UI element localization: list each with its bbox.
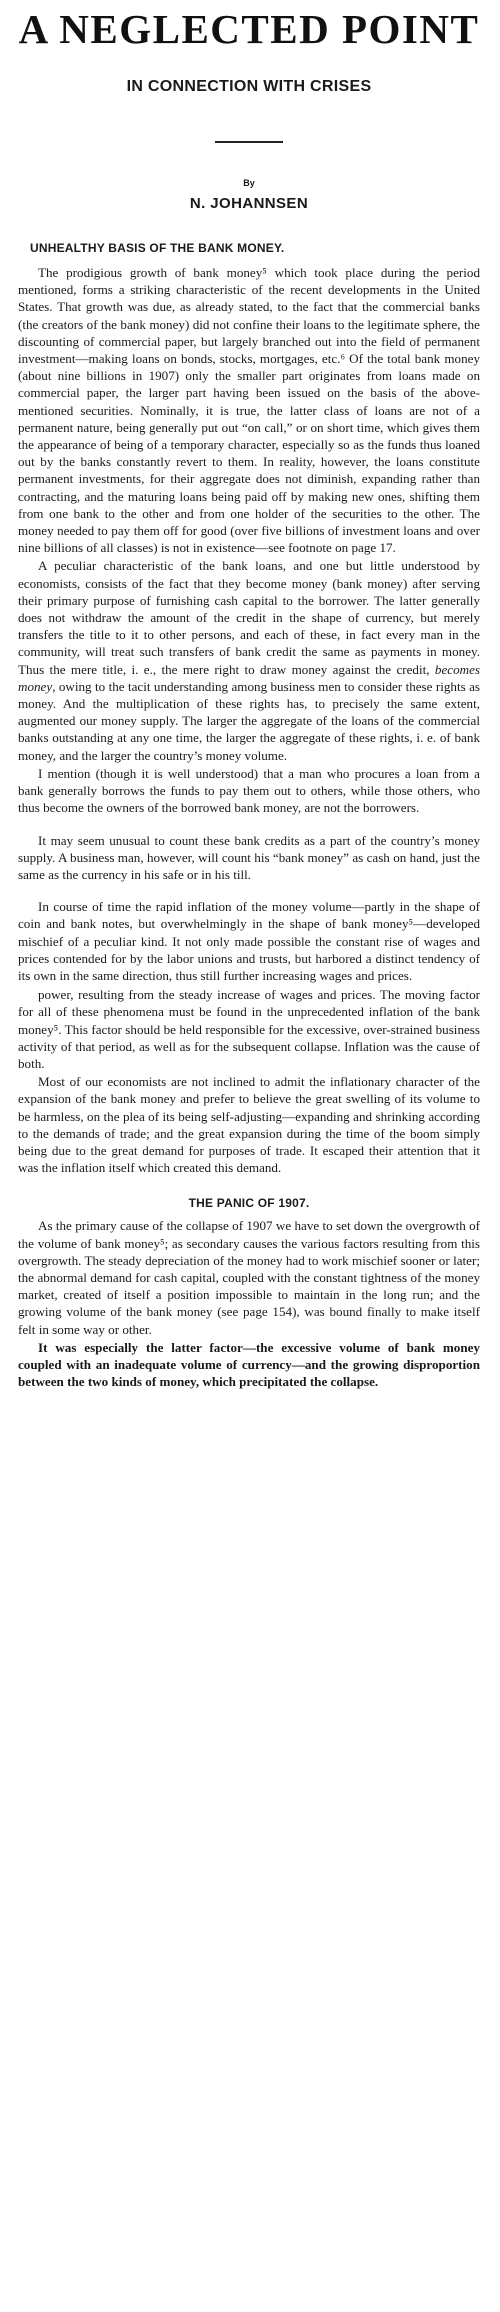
- section-heading-bank-money: UNHEALTHY BASIS OF THE BANK MONEY.: [30, 241, 285, 255]
- paragraph: Most of our economists are not inclined to admit the inflationary character of the expansion of the bank money and prefer to believe the great swelling of its volume to be harmless, on the plea of its being self-adjusting—expanding and shrinking according to the demands of trade; and the great expansion during the time of the boom simply being due to the great demand for purposes of trade. It escaped their attention that it was the inflation itself which created this demand.: [18, 1074, 480, 1176]
- paragraph: The prodigious growth of bank money⁵ which took place during the period mentioned, forms a striking characteristic of the recent developments in the United States. That growth was due, as already stated, to the fact that the commercial banks (the creators of the bank money) did not confine their loans to the legitimate sphere, the discounting of commercial paper, but largely branched out into the field of permanent investment—making loans on bonds, stocks, mortgages, etc.⁶ Of the total bank money (about nine billions in 1907) only the smaller part originates from loans made on commercial paper, the larger part having been issued on the basis of the above-mentioned securities. Nominally, it is true, the latter class of loans are not of a permanent nature, being generally put out “on call,” or on short time, which gives them the appearance of being of a temporary character, especially so as the funds thus loaned out by the banks constantly revert to them. In reality, however, the loans constitute permanent investments, for their aggregate does not diminish, expanding rather than contracting, and the maturing loans being paid off by making new ones, shifting them from one bank to the other and from one holder of the securities to the other. The money needed to pay them off for good (over five billions of investment loans and over nine billions of all classes) is not in existence—see footnote on page 17.: [18, 265, 480, 556]
- paragraph: power, resulting from the steady increase of wages and prices. The moving factor for all of these phenomena must be found in the unprecedented inflation of the bank money⁵. This factor should be held responsible for the excessive, over-strained business activity of that period, as well as for the subsequent collapse. Inflation was the cause of both.: [18, 987, 480, 1071]
- paragraph: [18, 557, 480, 763]
- emphasis-text: becomes money: [18, 661, 480, 694]
- paragraph-text: A peculiar characteristic of the bank loans, and one but little understood by economists, consists of the fact that they become money (bank money) after serving their primary purpose of furnishing cash capital to the borrower. The latter generally does not withdraw the amount of the credit in the shape of currency, but merely transfers the title to it to other persons, and each of these, in fact every man in the community, will treat such transfers of bank credit the same as payments in money. Thus the mere title, i. e., the mere right to draw money against the credit,: [18, 558, 480, 677]
- paragraph: I mention (though it is well understood) that a man who procures a loan from a bank generally borrows the funds to pay them out to others, while those others, who thus become the owners of the borrowed bank money, are not the borrowers.: [18, 765, 480, 816]
- byline: By: [243, 178, 255, 188]
- paragraph: As the primary cause of the collapse of 1907 we have to set down the overgrowth of the volume of bank money⁵; as secondary causes the various factors resulting from this overgrowth. The steady depreciation of the money had to work mischief sooner or later; the abnormal demand for cash capital, coupled with the constant tightness of the money market, created of itself a position impossible to maintain in the long run; and the growing volume of the bank money (see page 154), was bound finally to make itself felt in some way or other.: [18, 1218, 480, 1337]
- section-heading-panic: THE PANIC OF 1907.: [188, 1196, 310, 1211]
- paragraph: It may seem unusual to count these bank credits as a part of the country’s money supply. A business man, however, will count his “bank money” as cash on hand, just the same as the currency in his safe or in his till.: [18, 832, 480, 882]
- title-divider: [215, 141, 283, 143]
- article-subtitle: IN CONNECTION WITH CRISES: [126, 78, 372, 95]
- author-name: N. JOHANNSEN: [189, 195, 309, 212]
- paragraph-text: , owing to the tacit understanding among business men to consider these rights as money. And the multiplication of these rights has, to precisely the same extent, augmented our money supply. The larger the aggregate of the loans of the commercial banks outstanding at any one time, the larger the aggregate of these rights, i. e. of bank money, and the larger the country’s money volume.: [18, 678, 480, 763]
- paragraph: In course of time the rapid inflation of the money volume—partly in the shape of coin and bank notes, but overwhelmingly in the shape of bank money⁵—developed mischief of a peculiar kind. It not only made possible the constant rise of wages and prices contended for by the labor unions and trusts, but harbored a distinct tendency of its own in the same direction, thus still further increasing wages and prices.: [18, 899, 480, 983]
- paragraph: It was especially the latter factor—the excessive volume of bank money coupled with an inadequate volume of currency—and the growing disproportion between the two kinds of money, which precipitated the collapse.: [18, 1339, 480, 1390]
- article-title: A NEGLECTED POINT: [18, 6, 480, 52]
